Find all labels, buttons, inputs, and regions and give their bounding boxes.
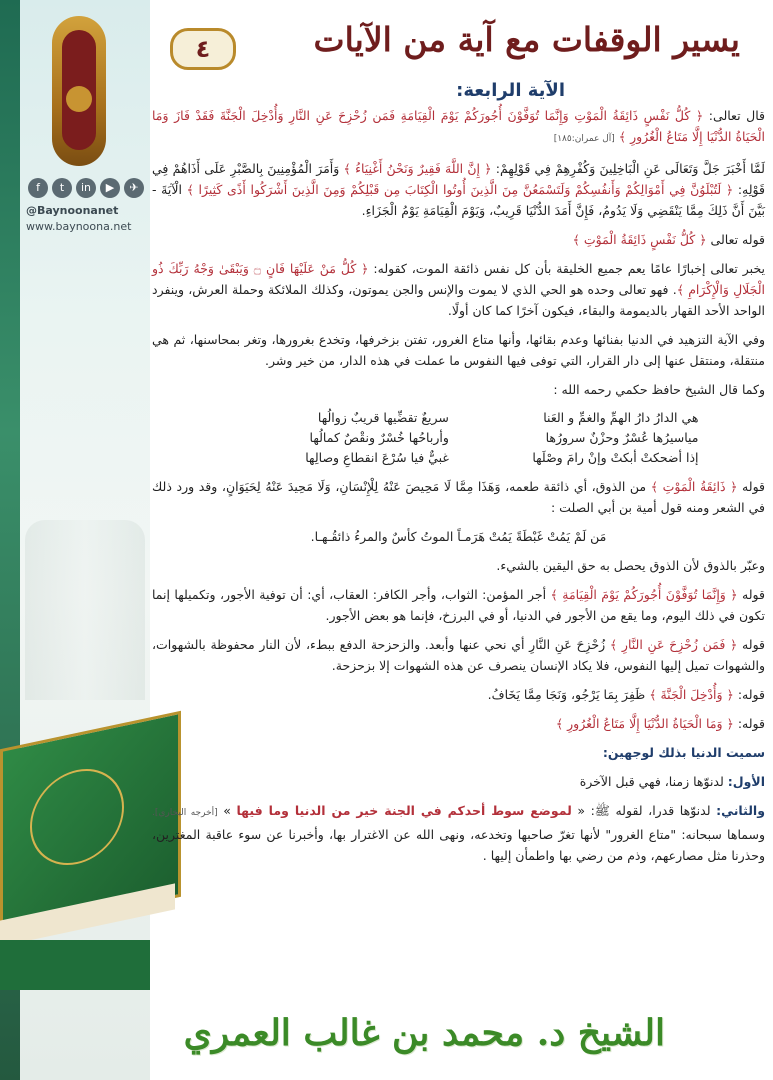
poem (219, 408, 699, 468)
text-segment: من الذوق، أي ذائقة طعمه، وَهَذَا مِمَّا لَا مَحِيصَ عَنْهُ لِلْإِنْسَانِ، وَلَا مَحِيدَ عَنْهُ لِحَيَوَانٍ، وقد ورد ذلك في الشعر ومنه قول أمية بن أبي الصلت : (152, 479, 765, 515)
quran-verse: ﴿ إِنَّ اللَّهَ فَقِيرٌ وَنَحْنُ أَغْنِيَاءُ ﴾ (343, 161, 492, 176)
lead-text: قال تعالى: (703, 108, 765, 123)
quran-verse: ﴿ كُلُّ مَنْ عَلَيْهَا فَانٍ ۝ وَيَبْقَىٰ وَجْهُ رَبِّكَ ذُو الْجَلَالِ وَالْإِكْرَامِ ﴾ (152, 261, 765, 297)
paragraph-asceticism: وفي الآية التزهيد في الدنيا بفنائها وعدم بقائها، وأنها متاع الغرور، تفتن بزخرفها، وتخدع بغرورها، وتغر بمحاسنها، ثم هي منتقلة، ومنتقل عنها إلى دار القرار، التي توفى فيها النفوس ما عملت في هذه الدار، من خير وشر. (152, 332, 765, 368)
text-segment: . فهو تعالى وحده هو الحي الذي لا يموت والإنس والجن يموتون، وكذلك الملائكة وحملة العرش، وينفرد الواحد الأحد القهار بالديمومة والبقاء، فيكون آخرًا كما كان أولًا. (152, 282, 765, 318)
text-segment: الْآيَةَ - بَيَّنَ أَنَّ ذَلِكَ مِمَّا يَنْقَضِي وَلَا يَدُومُ، فَإِنَّ أَمَدَ الدُّنْيَا قَرِيبٌ، وَيَوْمَ الْقِيَامَةِ يَوْمُ الْجَزَاءِ. (152, 182, 765, 218)
paragraph-zuhziha (152, 634, 765, 676)
paragraph-explanation (152, 258, 765, 321)
quran-book-image (0, 690, 150, 990)
paragraph-rewards (152, 584, 765, 626)
text-segment: يخبر تعالى إخبارًا عامًا يعم جميع الخليقة بأن كل نفس ذائقة الموت، كقوله: (368, 261, 765, 276)
section-heading: الآية الرابعة: (456, 80, 565, 101)
text-segment: قوله (737, 587, 765, 602)
page-title: يسير الوقفات مع آية من الآيات (313, 20, 740, 59)
poem-hemistich: سريعٌ تقضِّيها قريبٌ زوالُها (317, 410, 449, 425)
twitter-icon[interactable]: t (52, 178, 72, 198)
left-decoration (0, 0, 150, 1080)
paragraph-worldly-life (152, 713, 765, 734)
text-segment: زُحْزِحَ عَنِ النَّارِ أي نحي عنها وأبعد. والزحزحة الدفع ببطء، لأن النار محفوظة بالشهوات، والشهوات تميل إليها النفوس، فلا يكاد الإنسان ينصرف عن هذه الشهوات إلا بزحزحة. (152, 637, 765, 673)
paragraph-second-reason (152, 800, 765, 866)
hadith-text: لموضع سوط أحدكم في الجنة خير من الدنيا وما فيها (236, 803, 572, 818)
poem-line (219, 428, 699, 448)
poem-line (219, 408, 699, 428)
quran-verse: ﴿ ذَائِقَةُ الْمَوْتِ ﴾ (650, 479, 738, 494)
text-segment: لدنوّها زمنا، فهي قبل الآخرة (579, 774, 728, 789)
part-number-badge: ٤ (170, 28, 236, 70)
youtube-icon[interactable]: ▶ (100, 178, 120, 198)
quran-verse: ﴿ وَأُدْخِلَ الْجَنَّةَ ﴾ (649, 687, 734, 702)
article-body (152, 80, 765, 980)
poem-verse-umayya: مَن لَمْ يَمُتْ غَبْطَةً يَمُتْ هَرَمـاً الموتُ كأسٌ والمرءُ ذائقُـهـا. (310, 529, 607, 544)
text-segment: قوله تعالى (706, 232, 765, 247)
text-segment: وَأَمَرَ الْمُؤْمِنِينَ بِالصَّبْرِ عَلَى أَذَاهُمْ فِي قَوْلِهِ: (152, 161, 765, 197)
paragraph-paradise (152, 684, 765, 705)
poem-hemistich: هي الدارُ دارُ الهمِّ والغمِّ و العَنا (543, 410, 699, 425)
paragraph-subheading (152, 229, 765, 250)
verse-reference: [آل عمران:١٨٥] (553, 134, 615, 144)
text-segment: لَمَّا أَخْبَرَ جَلَّ وَتَعَالَى عَنِ الْبَاخِلِينَ وَكُفْرِهِمْ فِي قَوْلِهِمْ: (491, 161, 765, 176)
paragraph-verse (152, 105, 765, 150)
author-signature: الشيخ د. محمد بن غالب العمري (183, 1012, 665, 1054)
poem-hemistich: مياسيرُها عُسْرٌ وحزْنٌ سرورُها (545, 430, 699, 445)
label-second: والثاني: (716, 803, 765, 818)
header (168, 16, 758, 76)
paragraph-context (152, 158, 765, 221)
quran-verse: ﴿ لَتُبْلَوُنَّ فِي أَمْوَالِكُمْ وَأَنفُسِكُمْ وَلَتَسْمَعُنَّ مِنَ الَّذِينَ أُوتُوا الْكِتَابَ مِن قَبْلِكُمْ وَمِنَ الَّذِينَ أَشْرَكُوا أَذًى كَثِيرًا ﴾ (186, 182, 734, 197)
decorative-stand (25, 520, 145, 700)
quran-verse: ﴿ وَإِنَّمَا تُوَفَّوْنَ أُجُورَكُمْ يَوْمَ الْقِيَامَةِ ﴾ (550, 587, 738, 602)
paragraph-two-reasons: سميت الدنيا بذلك لوجهين: (602, 745, 765, 760)
text-segment: قوله (737, 479, 765, 494)
telegram-icon[interactable]: ✈ (124, 178, 144, 198)
hadith-reference: [أخرجه البخاري]. (152, 808, 218, 818)
paragraph-certainty: وعبّر بالذوق لأن الذوق يحصل به حق اليقين بالشيء. (496, 558, 765, 573)
poem-hemistich: وأرباحُها خُسْرٌ ونقْصٌ كمالُها (309, 430, 449, 445)
facebook-icon[interactable]: f (28, 178, 48, 198)
label-first: الأول: (727, 774, 765, 789)
quran-verse: ﴿ وَمَا الْحَيَاةُ الدُّنْيَا إِلَّا مَتَاعُ الْغُرُورِ ﴾ (555, 716, 734, 731)
text-segment: ظَفِرَ بِمَا يَرْجُو، وَنَجَا مِمَّا يَخَافُ. (487, 687, 650, 702)
poem-hemistich: غبيٌّ فيا سُرْعَ انقطاعِ وصالِها (305, 450, 449, 465)
text-segment: لدنوّها قدرا، لقوله ﷺ: « (571, 803, 717, 818)
text-segment: أجر المؤمن: الثواب، وأجر الكافر: العقاب، أي: أن توفية الأجور، وتكميلها إنما تكون في ذلك اليوم، وما يقع من الأجور في الدنيا، أو في البرزخ، فإنما هو بعض الأجور. (152, 587, 765, 623)
paragraph-taste (152, 476, 765, 518)
baynoona-logo (44, 16, 114, 166)
paragraph-first-reason (152, 771, 765, 792)
website-link[interactable]: www.baynoona.net (26, 220, 132, 233)
paragraph-poem-intro: وكما قال الشيخ حافظ حكمي رحمه الله : (553, 382, 765, 397)
text-segment: وسماها سبحانه: "متاع الغرور" لأنها تغرّ صاحبها وتخدعه، ونهى الله عن الاغترار بها، وأخبرنا عن سوء عاقبة المغترين، وحذرنا مثل مصارعهم، وذم من رضي بها واطمأن إليها . (152, 827, 765, 863)
quran-verse: ﴿ كُلُّ نَفْسٍ ذَائِقَةُ الْمَوْتِ ﴾ (572, 232, 707, 247)
text-segment: قوله: (733, 687, 765, 702)
quran-verse: ﴿ فَمَن زُحْزِحَ عَنِ النَّارِ ﴾ (609, 637, 738, 652)
poem-line (219, 448, 699, 468)
text-segment: » (217, 803, 237, 818)
social-icons (28, 178, 144, 198)
instagram-icon[interactable]: in (76, 178, 96, 198)
social-handle: @Baynoonanet (26, 204, 119, 217)
text-segment: قوله: (733, 716, 765, 731)
quran-verse: ﴿ كُلُّ نَفْسٍ ذَائِقَةُ الْمَوْتِ وَإِنَّمَا تُوَفَّوْنَ أُجُورَكُمْ يَوْمَ الْقِيَامَةِ فَمَن زُحْزِحَ عَنِ النَّارِ وَأُدْخِلَ الْجَنَّةَ فَقَدْ فَازَ وَمَا الْحَيَاةُ الدُّنْيَا إِلَّا مَتَاعُ الْغُرُورِ ﴾ (152, 108, 765, 144)
poem-hemistich: إذا أضحكتْ أبكتْ وإنْ رامَ وصْلَها (532, 450, 699, 465)
text-segment: قوله (737, 637, 766, 652)
